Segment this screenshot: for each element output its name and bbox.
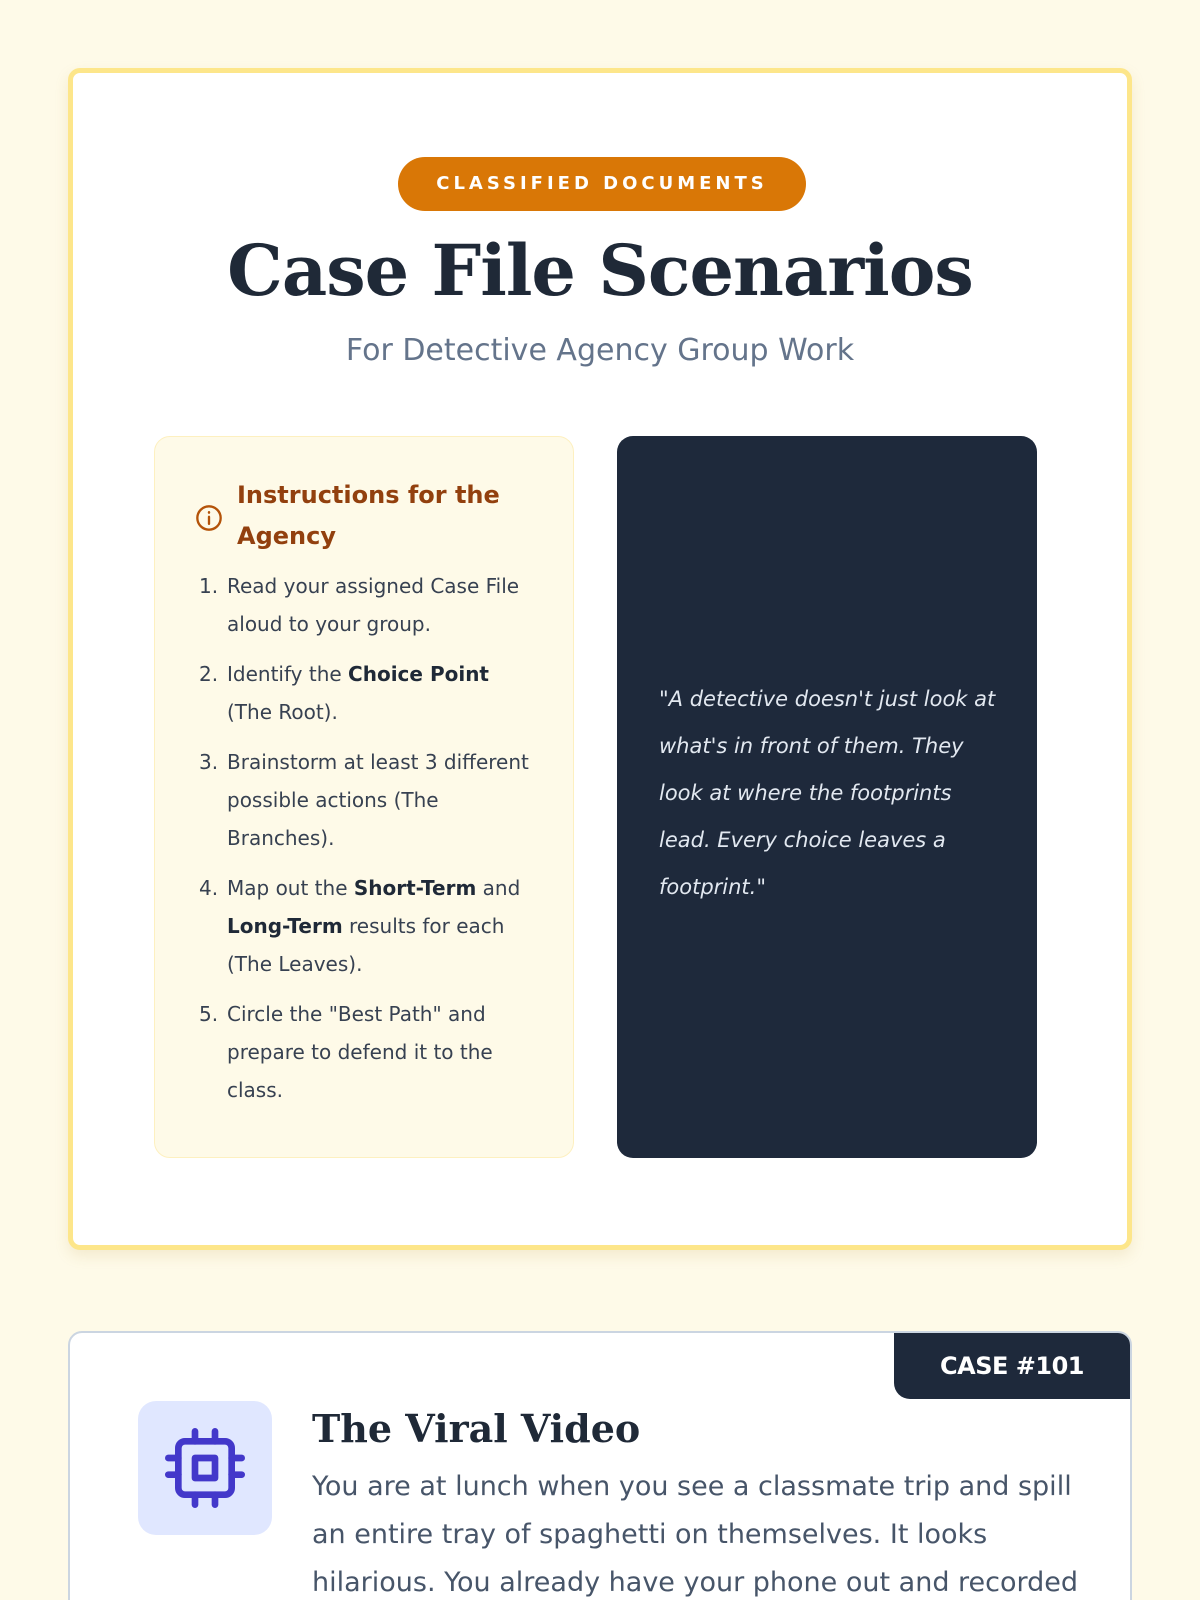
step-number: 4.: [199, 876, 219, 900]
instruction-step: [199, 995, 539, 1109]
step-number: 5.: [199, 1002, 219, 1026]
quote-panel: [617, 436, 1037, 1158]
instructions-list: [199, 567, 539, 1121]
instruction-step: [199, 655, 539, 731]
step-text: Map out the: [227, 876, 354, 900]
step-number: 3.: [199, 750, 219, 774]
instructions-panel: [154, 436, 574, 1158]
case-icon-tile: [138, 1401, 272, 1535]
step-emphasis: Choice Point: [348, 662, 489, 686]
case-number-tag: CASE #101: [894, 1333, 1130, 1399]
detective-quote: "A detective doesn't just look at what's in front of them. They look at where the footprints lead. Every choice leaves a footprint.": [659, 687, 996, 899]
step-text: Brainstorm at least 3 different possible actions (The Branches).: [227, 750, 529, 850]
instruction-step: [199, 567, 539, 643]
instructions-title: Instructions for the Agency: [237, 481, 500, 550]
step-text: Read your assigned Case File aloud to your group.: [227, 574, 520, 636]
page-title: Case File Scenarios: [227, 229, 973, 312]
step-number: 2.: [199, 662, 219, 686]
intro-card: [68, 68, 1132, 1250]
info-icon: [195, 504, 223, 532]
step-text: Circle the "Best Path" and prepare to defend it to the class.: [227, 1002, 493, 1102]
instruction-step: [199, 869, 539, 983]
step-emphasis: Long-Term: [227, 914, 343, 938]
step-text: Identify the: [227, 662, 349, 686]
step-number: 1.: [199, 574, 219, 598]
step-text: results for each (The Leaves).: [227, 914, 505, 976]
classified-badge: CLASSIFIED DOCUMENTS: [398, 157, 806, 211]
case-title: The Viral Video: [312, 1406, 641, 1451]
case-card: [68, 1331, 1132, 1600]
page-subtitle: For Detective Agency Group Work: [345, 333, 855, 368]
step-text: and: [476, 876, 521, 900]
step-emphasis: Short-Term: [353, 876, 477, 900]
chip-icon: [165, 1428, 245, 1508]
instruction-step: [199, 743, 539, 857]
step-text: (The Root).: [227, 700, 338, 724]
case-description: You are at lunch when you see a classmate trip and spill an entire tray of spaghetti on themselves. It looks hilarious. You already have your phone out and recorded: [312, 1471, 1079, 1598]
